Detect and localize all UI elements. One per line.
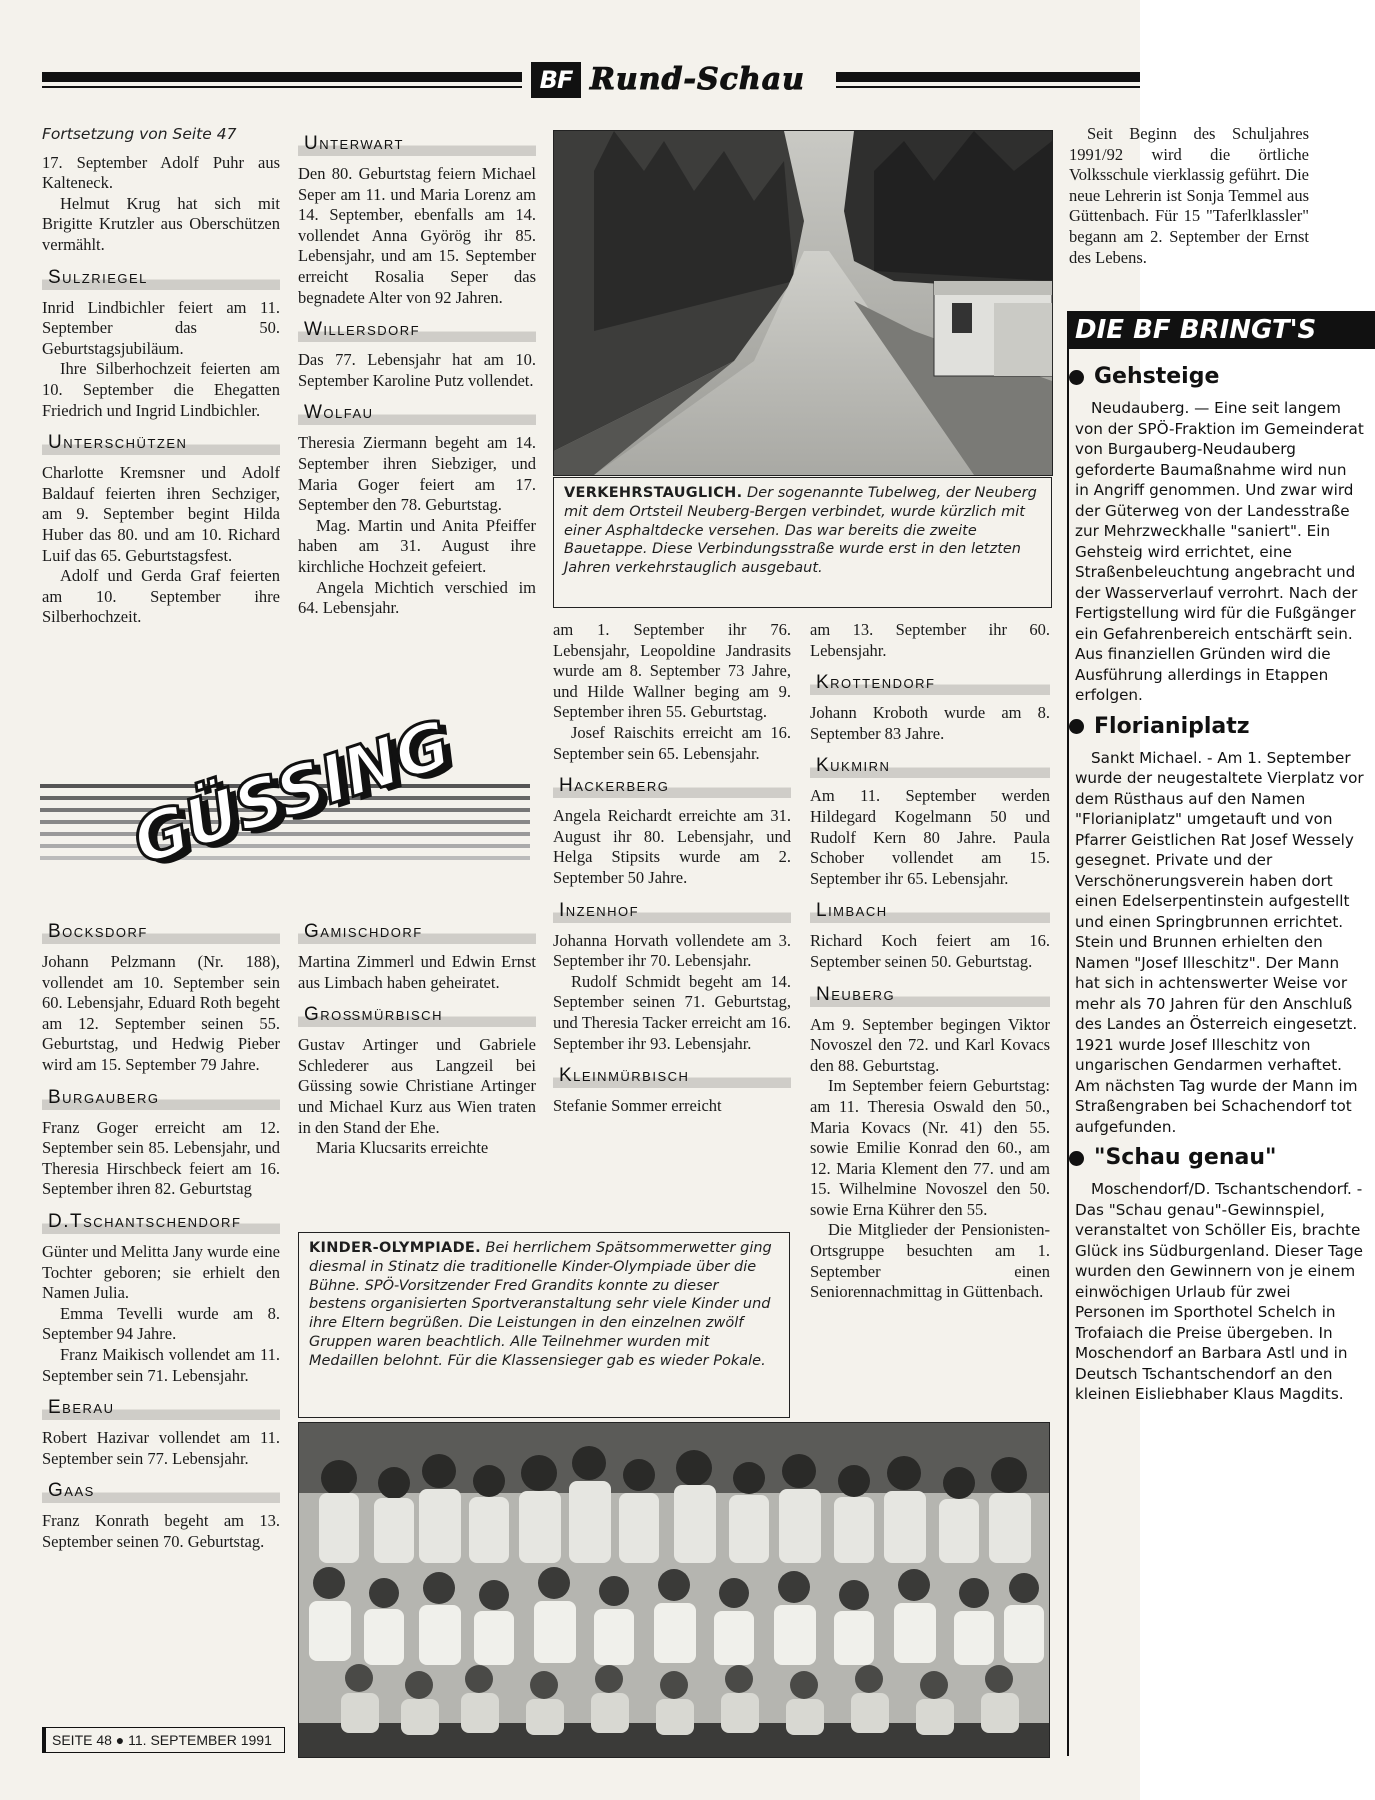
heading-grossmuerbisch: Großmürbisch <box>298 1001 536 1027</box>
sidebar-content <box>1075 356 1365 1405</box>
section-title: Rund-Schau <box>590 62 805 97</box>
paragraph: am 1. September ihr 76. Lebensjahr, Leopoldine Jandrasits wurde am 8. September 73 Jahre, und Hilde Wallner beging am 9. September ihren 55. Geburtstag. <box>553 620 791 722</box>
sidebar-item-text: Sankt Michael. - Am 1. September wurde der neugestaltete Vierplatz vor dem Rüsthaus auf den Namen "Florianiplatz" umgetauft und von Pfarrer Geistlichen Rat Josef Wessely gesegnet. Private und der Verschönerungsverein haben dort einen Edelserpentinstein aufgestellt und einen Springbrunnen errichtet. Stein und Brunnen erhielten den Namen "Josef Illeschitz". Der Mann hat sich in achtenswerter Weise vor mehr als 70 Jahren für den Anschluß des Landes an Österreich eingesetzt. 1921 wurde Josef Illeschitz von ungarischen Gendarmen verhaftet. Am nächsten Tag wurde der Mann im Straßengraben bei Schachendorf tot aufgefunden. <box>1075 748 1364 1136</box>
sidebar-item-text: Moschendorf/D. Tschantschendorf. - Das "Schau genau"-Gewinnspiel, veranstaltet von Schöller Eis, brachte Glück ins Südburgenland. Dieser Tage wurden den Gewinnern von je einem einwöchigen Urlaub für zwei Personen im Sporthotel Schelch in Trofaiach die Preise übergeben. In Moschendorf an Barbara Astl und in Deutsch Tschantschendorf an den kleinen Eisliebhaber Klaus Magdits. <box>1075 1180 1364 1403</box>
heading-willersdorf: Willersdorf <box>298 316 536 342</box>
paragraph: Den 80. Geburtstag feiern Michael Seper am 11. und Maria Lorenz am 14. September, ebenfalls am 14. vollendet Anna Györög ihr 85. Lebensjahr, und am 15. September erreicht Rosalia Seper das begnadete Alter von 92 Jahren. <box>298 164 536 307</box>
paragraph: Rudolf Schmidt begeht am 14. September seinen 71. Geburtstag, und Theresia Tacker erreicht am 16. September ihr 93. Lebensjahr. <box>553 971 791 1053</box>
road-photo <box>553 130 1053 476</box>
heading-gamischdorf: Gamischdorf <box>298 918 536 944</box>
heading-gaas: Gaas <box>42 1477 280 1503</box>
bullet-icon <box>1069 370 1084 385</box>
paragraph: 17. September Adolf Puhr aus Kalteneck. <box>42 152 280 193</box>
masthead-rule-right-thin <box>836 86 1140 88</box>
guessing-banner <box>40 705 530 881</box>
column-1-top <box>42 124 280 628</box>
caption-title: KINDER-OLYMPIADE. <box>309 1240 481 1256</box>
paragraph: Maria Klucsarits erreichte <box>316 1138 489 1158</box>
page-footer: SEITE 48 ● 11. SEPTEMBER 1991 <box>42 1727 285 1753</box>
paragraph: Emma Tevelli wurde am 8. September 94 Jahre. <box>42 1303 280 1344</box>
paragraph: Johann Pelzmann (Nr. 188), vollendet am 10. September sein 60. Lebensjahr, Eduard Roth begeht am 12. September seinen 55. Geburtstag, und Hedwig Pieber wird am 15. September 79 Jahre. <box>42 952 280 1074</box>
paragraph: Theresia Ziermann begeht am 14. September ihren Siebziger, und Maria Goger feiert am 17. September den 78. Geburtstag. <box>298 433 536 515</box>
column-2-top <box>298 124 536 619</box>
paragraph: Helmut Krug hat sich mit Brigitte Krutzler aus Oberschützen vermählt. <box>42 193 280 254</box>
paragraph: Mag. Martin und Anita Pfeiffer haben am 31. August ihre kirchliche Hochzeit gefeiert. <box>298 515 536 576</box>
paragraph: Günter und Melitta Jany wurde eine Tochter geboren; sie erhielt den Namen Julia. <box>42 1241 280 1303</box>
heading-eberau: Eberau <box>42 1394 280 1420</box>
paragraph: Die Mitglieder der Pensionisten-Ortsgruppe besuchten am 1. September einen Seniorennachmittag in Güttenbach. <box>810 1220 1050 1302</box>
paragraph: Charlotte Kremsner und Adolf Baldauf feierten ihren Sechziger, am 9. September begint Hilda Huber das 80. und am 10. Richard Luif das 65. Geburtstagsfest. <box>42 463 280 565</box>
paragraph: Richard Koch feiert am 16. September seinen 50. Geburtstag. <box>810 931 1050 971</box>
paragraph: Adolf und Gerda Graf feierten am 10. September ihre Silberhochzeit. <box>42 566 280 627</box>
continued-note: Fortsetzung von Seite 47 <box>42 125 237 143</box>
heading-hackerberg: Hackerberg <box>553 772 791 798</box>
paragraph: Gustav Artinger und Gabriele Schlederer aus Langzeil bei Güssing sowie Christiane Artinger und Michael Kurz aus Wien traten in den Stand der Ehe. <box>298 1035 536 1137</box>
paragraph: Am 9. September begingen Viktor Novoszel den 72. und Karl Kovacs den 88. Geburtstag. <box>810 1014 1050 1075</box>
paragraph: Stefanie Sommer erreicht <box>553 1096 722 1116</box>
heading-dtschantschendorf: D.Tschantschendorf <box>42 1208 280 1234</box>
paragraph: Angela Reichardt erreichte am 31. August ihr 80. Lebensjahr, und Helga Stipsits wurde am 2. September 50 Jahre. <box>553 806 791 887</box>
column-right-top <box>1069 124 1309 268</box>
sidebar-item-title <box>1069 1143 1365 1173</box>
sidebar-item-title-text: Florianiplatz <box>1094 713 1250 739</box>
olympiade-caption <box>298 1232 790 1418</box>
sidebar-banner: DIE BF BRINGT'S <box>1067 311 1375 349</box>
paragraph: Franz Konrath begeht am 13. September seinen 70. Geburtstag. <box>42 1511 280 1551</box>
olympiade-photo <box>298 1422 1050 1758</box>
sidebar-item-title-text: "Schau genau" <box>1094 1145 1277 1170</box>
caption-text: Der sogenannte Tubelweg, der Neuberg mit dem Ortsteil Neuberg-Bergen verbindet, wurde kürzlich mit einer Asphaltdecke versehen. Das war bereits die zweite Bauetappe. Diese Verbindungsstraße wurde erst in den letzten Jahren verkehrstauglich ausgebaut. <box>564 485 1037 577</box>
paragraph: Ihre Silberhochzeit feierten am 10. September die Ehegatten Friedrich und Ingrid Lindbichler. <box>42 359 280 420</box>
heading-unterschuetzen: Unterschützen <box>42 429 280 455</box>
column-2-bottom <box>298 910 536 1159</box>
column-1-bottom <box>42 910 280 1552</box>
heading-neuberg: Neuberg <box>810 981 1050 1007</box>
paragraph: Angela Michtich verschied im 64. Lebensjahr. <box>298 577 536 618</box>
paragraph: Am 11. September werden Hildegard Kogelmann 50 und Rudolf Kern 80 Jahre. Paula Schober vollendet am 15. September ihr 65. Lebensjahr. <box>810 786 1050 888</box>
heading-unterwart: Unterwart <box>298 130 536 156</box>
paragraph: Robert Hazivar vollendet am 11. September sein 77. Lebensjahr. <box>42 1428 280 1468</box>
road-photo-caption <box>553 477 1052 608</box>
sidebar-item-title <box>1069 362 1365 392</box>
heading-bocksdorf: Bocksdorf <box>42 918 280 944</box>
heading-burgauberg: Burgauberg <box>42 1084 280 1110</box>
paragraph: Franz Maikisch vollendet am 11. September sein 71. Lebensjahr. <box>42 1344 280 1385</box>
paragraph: Das 77. Lebensjahr hat am 10. September Karoline Putz vollendet. <box>298 350 536 390</box>
heading-krottendorf: Krottendorf <box>810 669 1050 695</box>
paragraph: Martina Zimmerl und Edwin Ernst aus Limbach haben geheiratet. <box>298 952 536 992</box>
paragraph: Im September feiern Geburtstag: am 11. Theresia Oswald den 50., Maria Kovacs (Nr. 41) den 55. sowie Emilie Konrad den 60., am 12. Maria Klement den 77. und am 15. Wilhelmine Novoszel den 50. sowie Erna Kührer den 55. <box>810 1076 1050 1219</box>
heading-inzenhof: Inzenhof <box>553 897 791 923</box>
sidebar-item-title-text: Gehsteige <box>1094 364 1220 389</box>
caption-title: VERKEHRSTAUGLICH. <box>564 485 743 501</box>
paragraph: Inrid Lindbichler feiert am 11. September das 50. Geburtstagsjubiläum. <box>42 297 280 358</box>
caption-text: Bei herrlichem Spätsommerwetter ging diesmal in Stinatz die traditionelle Kinder-Olympiade über die Bühne. SPÖ-Vorsitzender Fred Grandits konnte zu dieser bestens organisierten Sportveranstaltung sehr viele Kinder und ihre Eltern begrüßen. Die Leistungen in den einzelnen zwölf Gruppen waren beachtlich. Alle Teilnehmer wurden mit Medaillen belohnt. Für die Klassensieger gab es wieder Pokale. <box>309 1240 772 1369</box>
heading-kukmirn: Kukmirn <box>810 752 1050 778</box>
sidebar-item-title <box>1069 712 1365 742</box>
paragraph: Johann Kroboth wurde am 8. September 83 Jahre. <box>810 703 1050 743</box>
heading-wolfau: Wolfau <box>298 399 536 425</box>
masthead-rule-right <box>836 72 1140 82</box>
banner-title: GÜSSING <box>123 705 459 881</box>
masthead-rule-left <box>42 72 522 82</box>
column-3-bottom <box>553 620 791 1117</box>
heading-limbach: Limbach <box>810 897 1050 923</box>
heading-sulzriegel: Sulzriegel <box>42 264 280 290</box>
group-photo-image <box>299 1423 1049 1757</box>
bullet-icon <box>1069 1151 1084 1166</box>
heading-kleinmuerbisch: Kleinmürbisch <box>553 1062 791 1088</box>
bf-logo: BF <box>531 62 581 98</box>
paragraph: Franz Goger erreicht am 12. September sein 85. Lebensjahr, und Theresia Hirschbeck feiert am 16. September ihren 82. Geburtstag <box>42 1117 280 1199</box>
bullet-icon <box>1069 719 1084 734</box>
road-photo-image <box>554 131 1052 475</box>
paragraph: Seit Beginn des Schuljahres 1991/92 wird die örtliche Volksschule vierklassig geführt. Die neue Lehrerin ist Sonja Temmel aus Güttenbach. Für 15 "Taferlklassler" begann am 2. September der Ernst des Lebens. <box>1069 124 1309 267</box>
paragraph: Josef Raischits erreicht am 16. September sein 65. Lebensjahr. <box>553 722 791 763</box>
paragraph: Johanna Horvath vollendete am 3. September ihr 70. Lebensjahr. <box>553 930 791 971</box>
masthead-rule-left-thin <box>42 86 522 88</box>
column-4-bottom <box>810 620 1050 1303</box>
paragraph: am 13. September ihr 60. Lebensjahr. <box>810 620 1050 660</box>
sidebar-item-text: Neudauberg. — Eine seit langem von der SPÖ-Fraktion im Gemeinderat von Burgauberg-Neudauberg geforderte Baumaßnahme wird nun in Angriff genommen. Und zwar wird der Güterweg von der Landesstraße zur Mehrzweckhalle "saniert". Ein Gehsteig wird errichtet, eine Straßenbeleuchtung angebracht und der Wasserverlauf verrohrt. Nach der Fertigstellung wird für die Fußgänger ein Gefahrenbereich entschärft sein. Aus finanziellen Gründen wird die Ausführung allerdings in Etappen erfolgen. <box>1075 399 1364 704</box>
